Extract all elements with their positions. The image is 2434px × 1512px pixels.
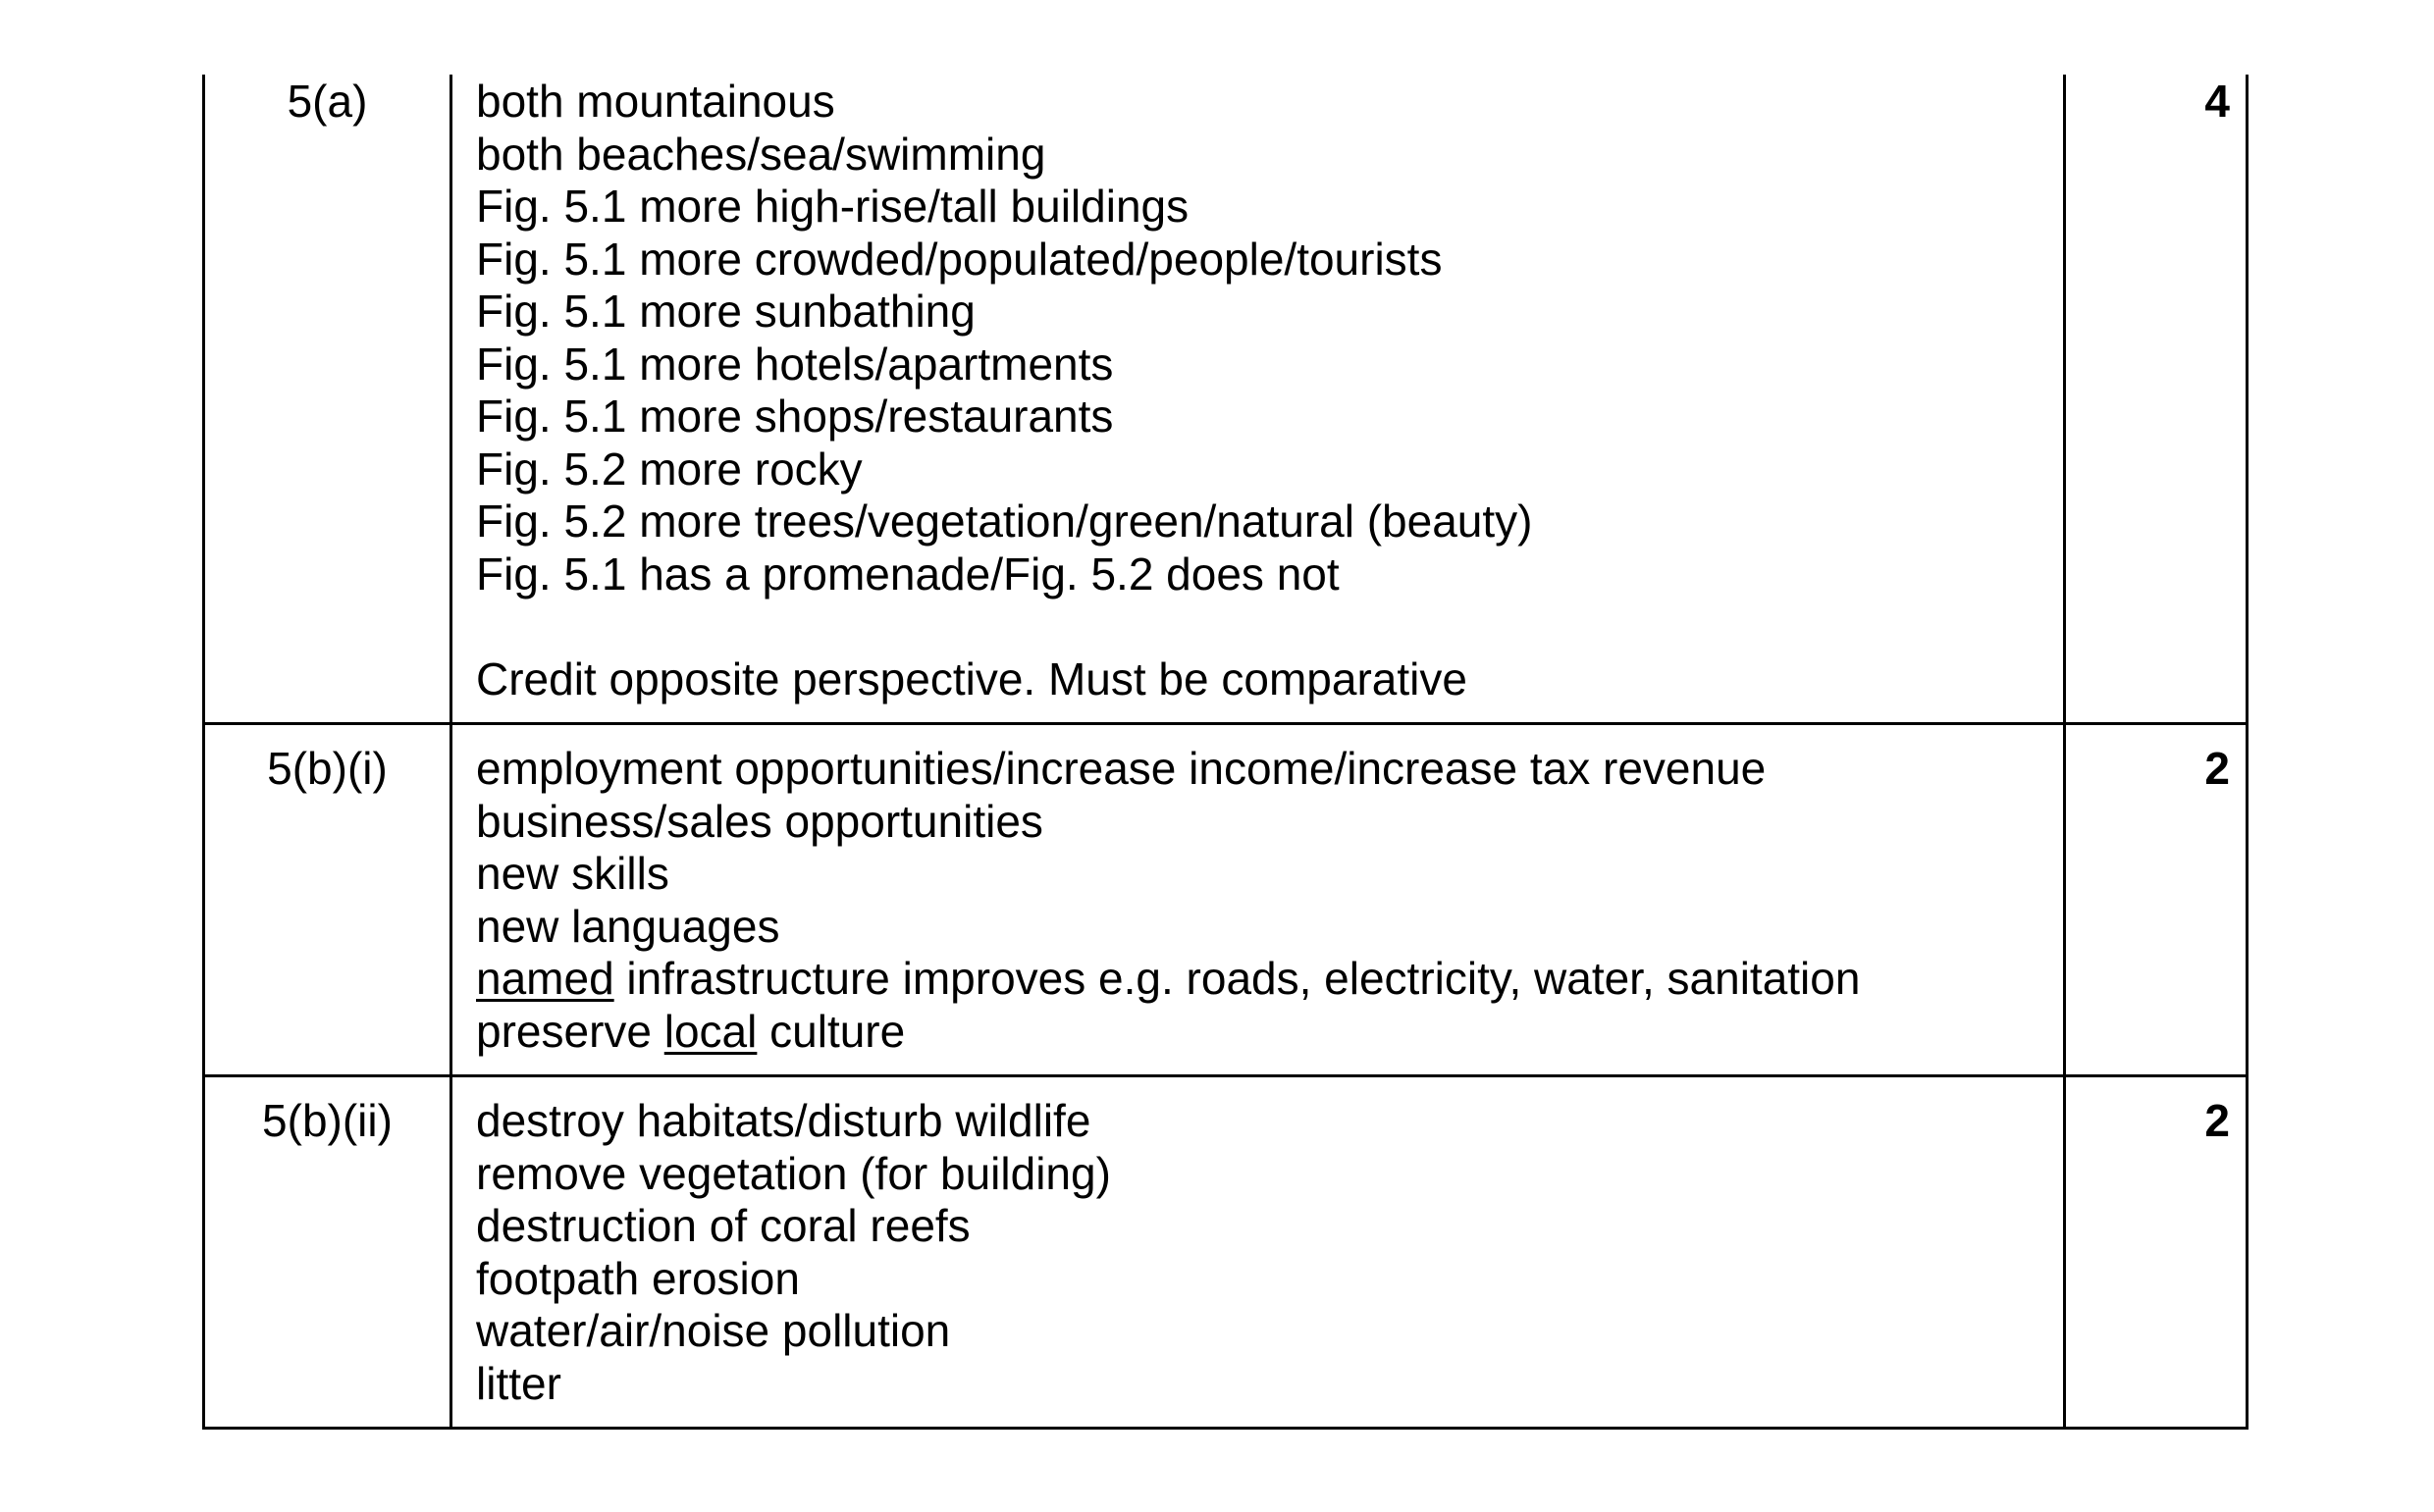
answer-cell [451, 1076, 2065, 1429]
answer-cell [451, 724, 2065, 1076]
answer-line: footpath erosion [476, 1252, 800, 1304]
question-number: 5(a) [204, 75, 451, 724]
answer-line: Fig. 5.1 has a promenade/Fig. 5.2 does not [476, 547, 1340, 600]
examiner-note: Credit opposite perspective. Must be comparative [476, 652, 1467, 704]
answer-line: new languages [476, 900, 780, 952]
table-row [204, 724, 2248, 1076]
answer-line: Fig. 5.1 more hotels/apartments [476, 338, 1114, 390]
answer-line: litter [476, 1357, 561, 1409]
answer-line: Fig. 5.1 more shops/restaurants [476, 391, 1114, 442]
underlined-word: local [663, 1005, 758, 1057]
answer-line: both beaches/sea/swimming [476, 128, 1046, 180]
answer-line: Fig. 5.1 more high-rise/tall buildings [476, 181, 1190, 232]
answer-line: Fig. 5.1 more sunbathing [476, 286, 976, 337]
answer-cell [451, 75, 2065, 724]
answer-line: preserve local culture [476, 1005, 906, 1057]
answer-line: Fig. 5.2 more trees/vegetation/green/natural (beauty) [476, 495, 1533, 547]
answer-line: new skills [476, 848, 669, 899]
marks-cell: 2 [2065, 724, 2248, 1076]
marks-cell: 4 [2065, 75, 2248, 724]
table-row [204, 1076, 2248, 1429]
answer-line: destroy habitats/disturb wildlife [476, 1095, 1091, 1146]
answer-line: employment opportunities/increase income/increase tax revenue [476, 743, 1767, 794]
table-row [204, 75, 2248, 724]
question-number: 5(b)(i) [204, 724, 451, 1076]
mark-scheme-table [202, 75, 2249, 1430]
answer-line: business/sales opportunities [476, 795, 1043, 847]
answer-line: Fig. 5.1 more crowded/populated/people/tourists [476, 233, 1443, 285]
answer-line: named infrastructure improves e.g. roads, electricity, water, sanitation [476, 953, 1861, 1004]
question-number: 5(b)(ii) [204, 1076, 451, 1429]
answer-line: Fig. 5.2 more rocky [476, 443, 863, 495]
answer-line: both mountainous [476, 76, 835, 127]
answer-line: remove vegetation (for building) [476, 1147, 1111, 1199]
underlined-word: named [476, 953, 614, 1004]
marks-cell: 2 [2065, 1076, 2248, 1429]
answer-line: water/air/noise pollution [476, 1305, 951, 1356]
answer-line: destruction of coral reefs [476, 1200, 971, 1251]
spacer [476, 600, 2053, 653]
